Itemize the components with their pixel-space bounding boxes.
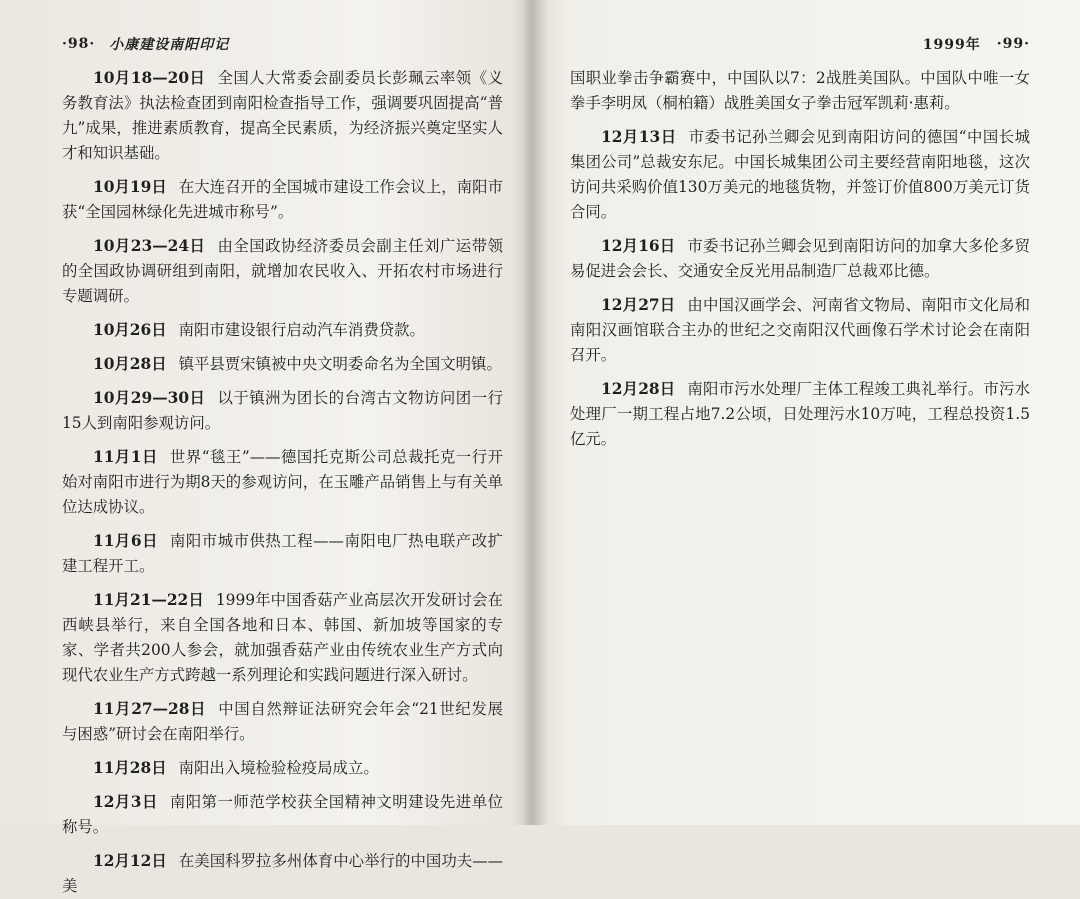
entry <box>62 66 503 166</box>
entry-date: 11月27—28日 <box>93 700 207 718</box>
entry <box>62 790 503 840</box>
right-header-year: 1999年 <box>922 37 981 53</box>
entry-date: 10月29—30日 <box>93 389 206 407</box>
entry-text: 世界“毯王”——德国托克斯公司总裁托克一行开始对南阳市进行为期8天的参观访问，在玉雕产品销售上与有关单位达成协议。 <box>62 448 503 516</box>
entry-text: 市委书记孙兰卿会见到南阳访问的加拿大多伦多贸易促进会会长、交通安全反光用品制造厂总裁邓比德。 <box>570 237 1030 280</box>
entry-date: 11月1日 <box>93 448 158 466</box>
entry <box>570 234 1030 284</box>
entry <box>62 849 503 899</box>
entry-continuation: 国职业拳击争霸赛中，中国队以7：2战胜美国队。中国队中唯一女拳手李明凤（桐柏籍）战胜美国女子拳击冠军凯莉·惠莉。 <box>570 69 1030 112</box>
entry-text: 南阳市污水处理厂主体工程竣工典礼举行。市污水处理厂一期工程占地7.2公顷，日处理污水10万吨，工程总投资1.5亿元。 <box>570 380 1030 448</box>
entry <box>62 175 503 225</box>
entry <box>570 293 1030 368</box>
entry-text: 全国人大常委会副委员长彭珮云率领《义务教育法》执法检查团到南阳检查指导工作，强调要巩固提高“普九”成果，推进素质教育，提高全民素质，为经济振兴奠定坚实人才和知识基础。 <box>62 69 503 162</box>
entry-date: 10月19日 <box>93 178 167 196</box>
entry-text: 市委书记孙兰卿会见到南阳访问的德国“中国长城集团公司”总裁安东尼。中国长城集团公司主要经营南阳地毯，这次访问共采购价值130万美元的地毯货物，并签订价值800万美元订货合同。 <box>570 128 1030 221</box>
entry-text: 由中国汉画学会、河南省文物局、南阳市文化局和南阳汉画馆联合主办的世纪之交南阳汉代画像石学术讨论会在南阳召开。 <box>570 296 1030 364</box>
entry-date: 11月28日 <box>93 759 167 777</box>
entry-date: 12月13日 <box>601 128 677 146</box>
entry-date: 12月16日 <box>601 237 676 255</box>
entry-date: 11月6日 <box>93 532 158 550</box>
entry-text: 中国自然辩证法研究会年会“21世纪发展与困惑”研讨会在南阳举行。 <box>62 700 503 743</box>
right-page-header <box>570 32 1030 56</box>
entry-date: 10月23—24日 <box>93 237 206 255</box>
entry-text: 南阳第一师范学校获全国精神文明建设先进单位称号。 <box>62 793 503 836</box>
entry <box>62 588 503 688</box>
entry-text: 在大连召开的全国城市建设工作会议上，南阳市获“全国园林绿化先进城市称号”。 <box>62 178 503 221</box>
entry-date: 12月12日 <box>93 852 167 870</box>
entry <box>62 697 503 747</box>
entry-date: 12月27日 <box>601 296 676 314</box>
entry-date: 10月26日 <box>93 321 167 339</box>
entry <box>62 352 503 377</box>
entry-date: 10月18—20日 <box>93 69 206 87</box>
left-page-header <box>62 32 503 56</box>
left-header-title: 小康建设南阳印记 <box>109 37 230 53</box>
entry-text: 镇平县贾宋镇被中央文明委命名为全国文明镇。 <box>178 355 502 373</box>
entry <box>62 445 503 520</box>
entry-text: 南阳市城市供热工程——南阳电厂热电联产改扩建工程开工。 <box>62 532 503 575</box>
entry <box>62 318 503 343</box>
right-page <box>525 0 1080 825</box>
entry-date: 10月28日 <box>93 355 167 373</box>
entry <box>570 125 1030 225</box>
entry <box>62 234 503 309</box>
entry-text: 1999年中国香菇产业高层次开发研讨会在西峡县举行，来自全国各地和日本、韩国、新加坡等国家的专家、学者共200人参会，就加强香菇产业由传统农业生产方式向现代农业生产方式跨越一系列理论和实践问题进行深入研讨。 <box>62 591 503 684</box>
entry-text: 南阳市建设银行启动汽车消费贷款。 <box>178 321 425 339</box>
entry-text: 由全国政协经济委员会副主任刘广运带领的全国政协调研组到南阳，就增加农民收入、开拓农村市场进行专题调研。 <box>62 237 503 305</box>
entry-text: 在美国科罗拉多州体育中心举行的中国功夫——美 <box>62 852 503 895</box>
entry-date: 11月21—22日 <box>93 591 204 609</box>
entry <box>62 529 503 579</box>
left-page-body <box>62 66 503 899</box>
right-page-number: ·99· <box>996 36 1030 52</box>
entry <box>570 377 1030 452</box>
entry-date: 12月28日 <box>601 380 676 398</box>
right-page-body <box>570 66 1030 452</box>
entry-text: 以于镇洲为团长的台湾古文物访问团一行15人到南阳参观访问。 <box>62 389 503 432</box>
left-page-number: ·98· <box>62 36 96 52</box>
entry-text: 南阳出入境检验检疫局成立。 <box>178 759 379 777</box>
left-page <box>0 0 525 895</box>
entry <box>62 386 503 436</box>
entry-date: 12月3日 <box>93 793 158 811</box>
entry <box>62 756 503 781</box>
